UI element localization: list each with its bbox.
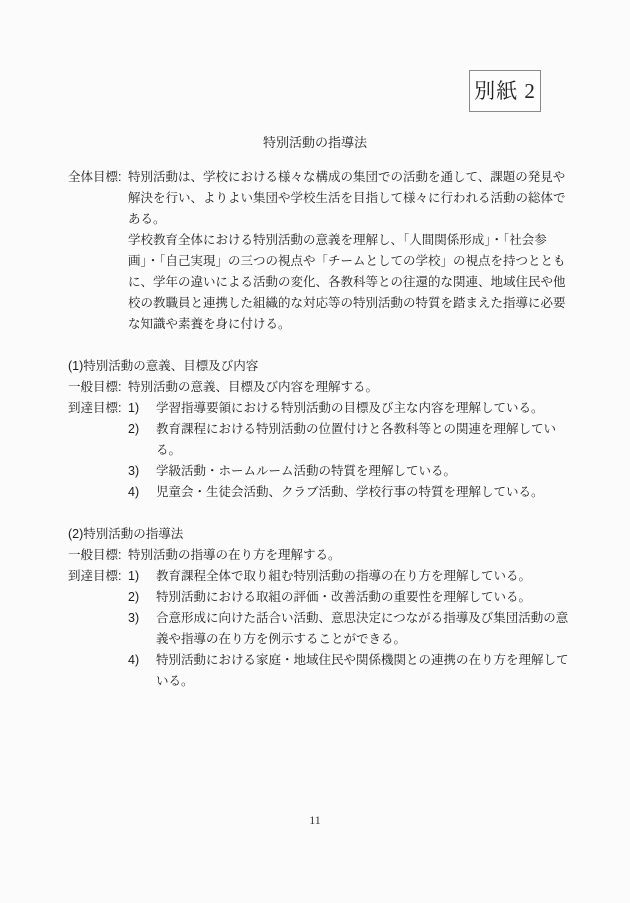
- general-goal-row: [68, 377, 570, 398]
- section-heading: (2)特別活動の指導法: [68, 527, 184, 541]
- item-number: 3): [128, 611, 140, 625]
- attainment-item: [128, 419, 570, 461]
- attainment-item: [128, 482, 570, 503]
- attainment-item: [128, 650, 570, 692]
- page-title: 特別活動の指導法: [262, 135, 367, 150]
- overall-goal-paragraph: 特別活動は、学校における様々な構成の集団での活動を通して、課題の発見や解決を行い、よりよい集団や学校生活を目指して様々に行われる活動の総体である。: [128, 170, 566, 226]
- overall-goal-text: [128, 167, 570, 335]
- attainment-goal-label: 到達目標:: [68, 569, 122, 583]
- item-number: 1): [128, 401, 140, 415]
- item-text: 特別活動における取組の評価・改善活動の重要性を理解している。: [156, 590, 532, 604]
- attainment-item: [128, 587, 570, 608]
- general-goal-label: 一般目標:: [68, 548, 122, 562]
- general-goal-text: 特別活動の指導の在り方を理解する。: [128, 548, 341, 562]
- section-heading: (1)特別活動の意義、目標及び内容: [68, 359, 259, 373]
- item-number: 4): [128, 653, 140, 667]
- attainment-item: [128, 398, 570, 419]
- item-text: 合意形成に向けた話合い活動、意思決定につながる指導及び集団活動の意義や指導の在り方を例示することができる。: [156, 611, 569, 646]
- general-goal-row: [68, 545, 570, 566]
- item-text: 教育課程全体で取り組む特別活動の指導の在り方を理解している。: [156, 569, 532, 583]
- attainment-goal-label: 到達目標:: [68, 401, 122, 415]
- item-number: 1): [128, 569, 140, 583]
- overall-goal-label: 全体目標:: [68, 170, 122, 184]
- section-1: [68, 356, 570, 503]
- item-text: 特別活動における家庭・地域住民や関係機関との連携の在り方を理解している。: [156, 653, 569, 688]
- attachment-label-box: [469, 70, 541, 112]
- item-number: 2): [128, 422, 140, 436]
- item-text: 教育課程における特別活動の位置付けと各教科等との関連を理解している。: [156, 422, 557, 457]
- attainment-item: [128, 461, 570, 482]
- document-body: [68, 167, 570, 692]
- page-number: 11: [309, 813, 321, 827]
- item-text: 児童会・生徒会活動、クラブ活動、学校行事の特質を理解している。: [156, 485, 544, 499]
- item-text: 学習指導要領における特別活動の目標及び主な内容を理解している。: [156, 401, 544, 415]
- attachment-label: 別紙 2: [474, 78, 536, 103]
- item-number: 2): [128, 590, 140, 604]
- attainment-item-list: [128, 566, 570, 692]
- attainment-goal-row: [68, 398, 570, 503]
- item-text: 学級活動・ホームルーム活動の特質を理解している。: [156, 464, 457, 478]
- attainment-item: [128, 566, 570, 587]
- attainment-item-list: [128, 398, 570, 503]
- attainment-item: [128, 608, 570, 650]
- general-goal-label: 一般目標:: [68, 380, 122, 394]
- general-goal-text: 特別活動の意義、目標及び内容を理解する。: [128, 380, 379, 394]
- item-number: 4): [128, 485, 140, 499]
- item-number: 3): [128, 464, 140, 478]
- overall-goal-paragraph: 学校教育全体における特別活動の意義を理解し、「人間関係形成」・「社会参画」・「自己実現」の三つの視点や「チームとしての学校」の視点を持つとともに、学年の違いによる活動の変化、各教科等との往還的な関連、地域住民や他校の教職員と連携した組織的な対応等の特別活動の特質を踏まえた指導に必要な知識や素養を身に付ける。: [128, 233, 566, 331]
- section-2: [68, 524, 570, 692]
- overall-goal-block: [68, 167, 570, 335]
- attainment-goal-row: [68, 566, 570, 692]
